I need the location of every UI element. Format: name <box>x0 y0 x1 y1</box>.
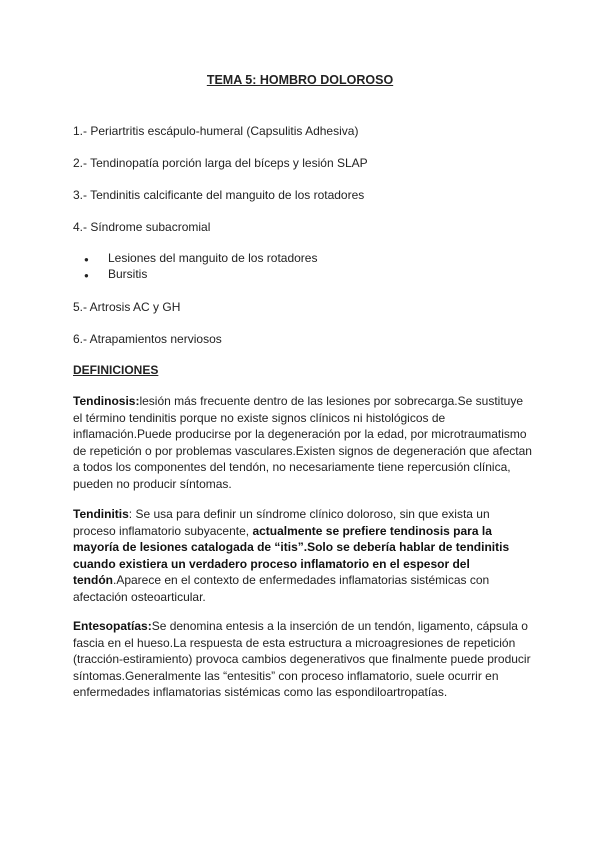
tendinitis-bold-text: actualmente se prefiere tendinosis para la mayoría de lesiones catalogada de “itis”.Solo se debería hablar de tendinitis cuando existiera un verdadero proceso inflamatorio en el espesor del tendón <box>73 523 510 587</box>
tendinitis-term: Tendinitis <box>73 507 129 521</box>
bullet-dot-icon: ● <box>84 271 89 280</box>
tendinitis-text-2: .Aparece en el contexto de enfermedades inflamatorias sistémicas con afectación osteoarticular. <box>73 573 490 604</box>
tendinosis-term: Tendinosis: <box>73 394 140 408</box>
list-item-5: 5.- Artrosis AC y GH <box>73 300 181 314</box>
page-title: TEMA 5: HOMBRO DOLOROSO <box>206 73 394 87</box>
list-item-4: 4.- Síndrome subacromial <box>73 220 211 234</box>
tendinosis-paragraph <box>73 393 533 492</box>
entesopatias-paragraph <box>73 618 533 701</box>
tendinitis-paragraph <box>73 506 533 605</box>
tendinitis-text-1: : Se usa para definir un síndrome clínico doloroso, sin que exista un proceso inflamatorio subyacente, <box>73 507 490 538</box>
list-item-3: 3.- Tendinitis calcificante del manguito de los rotadores <box>73 188 365 202</box>
entesopatias-text: Se denomina entesis a la inserción de un tendón, ligamento, cápsula o fascia en el hueso.La respuesta de esta estructura a microagresiones de repetición (tracción-estiramiento) provoca cambios degenerativos que finalmente puede producir síntomas.Generalmente las “entesitis” con proceso inflamatorio, suele ocurrir en enfermedades inflamatorias sistémicas como las espondiloartropatías. <box>73 619 531 699</box>
list-item-1: 1.- Periartritis escápulo-humeral (Capsulitis Adhesiva) <box>73 124 359 138</box>
list-item-2: 2.- Tendinopatía porción larga del bíceps y lesión SLAP <box>73 156 368 170</box>
sub-list-item-1: Lesiones del manguito de los rotadores <box>108 251 318 265</box>
tendinosis-text: lesión más frecuente dentro de las lesiones por sobrecarga.Se sustituye el término tendinitis porque no existe signos clínicos ni histológicos de inflamación.Puede producirse por la degeneración por la edad, por microtraumatismo de repetición o por problemas vasculares.Existen signos de degeneración que afectan a todos los componentes del tendón, no necesariamente tiene repercusión clínica, pueden no producir síntomas. <box>73 394 532 491</box>
entesopatias-term: Entesopatías: <box>73 619 152 633</box>
list-item-6: 6.- Atrapamientos nerviosos <box>73 332 222 346</box>
definitions-heading: DEFINICIONES <box>73 363 159 377</box>
sub-list-item-2: Bursitis <box>108 267 148 281</box>
bullet-dot-icon: ● <box>84 255 89 264</box>
